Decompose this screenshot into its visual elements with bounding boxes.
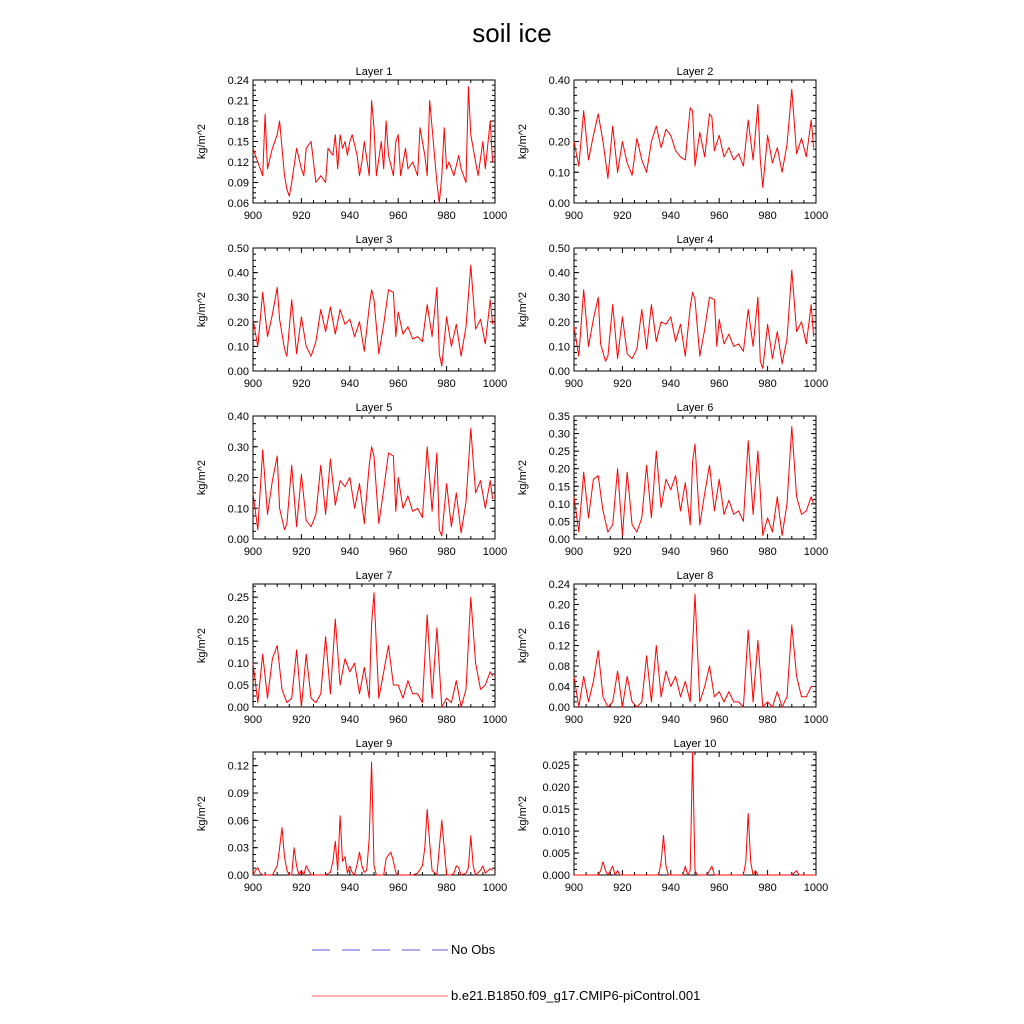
panel-10-ytick-label: 0.015 xyxy=(542,804,570,817)
panel-4-title: Layer 4 xyxy=(676,234,714,246)
panel-6-xtick-label: 980 xyxy=(758,546,777,558)
panel-8-ytick-label: 0.16 xyxy=(548,620,570,632)
panel-10-ytick-label: 0.000 xyxy=(542,870,570,882)
panel-10 xyxy=(517,738,828,894)
panel-3-xtick-label: 980 xyxy=(437,378,456,390)
panel-1-ytick-label: 0.12 xyxy=(227,157,249,169)
panel-6-xtick-label: 1000 xyxy=(803,546,829,558)
panel-3-ytick-label: 0.50 xyxy=(227,243,249,255)
panel-1-ytick-label: 0.24 xyxy=(227,75,249,87)
panel-10-series-line xyxy=(574,752,816,875)
panel-10-ylabel: kg/m^2 xyxy=(517,795,529,832)
panel-1 xyxy=(196,66,507,222)
panel-4-ytick-label: 0.50 xyxy=(548,243,570,255)
panel-9-xtick-label: 980 xyxy=(437,882,456,894)
panel-2-xtick-label: 900 xyxy=(564,210,584,222)
panel-4-frame xyxy=(574,248,816,371)
panel-8 xyxy=(517,570,828,726)
panel-7 xyxy=(196,570,507,726)
panel-5-xtick-label: 960 xyxy=(389,546,408,558)
panel-7-xtick-label: 900 xyxy=(243,714,263,726)
panel-1-series-line xyxy=(253,87,493,203)
panel-2-frame xyxy=(574,80,816,203)
panel-1-xtick-label: 1000 xyxy=(482,210,508,222)
panel-5-ytick-label: 0.30 xyxy=(227,441,249,454)
panel-4-ylabel: kg/m^2 xyxy=(517,291,529,328)
panel-3 xyxy=(196,234,507,390)
panel-7-xtick-label: 1000 xyxy=(482,714,508,726)
panel-1-ytick-label: 0.15 xyxy=(227,136,249,149)
panel-9-xtick-label: 920 xyxy=(292,882,311,894)
panel-3-series-line xyxy=(253,265,493,366)
panel-6-ytick-label: 0.05 xyxy=(548,516,570,529)
panel-9-title: Layer 9 xyxy=(355,738,393,750)
panel-5-xtick-label: 940 xyxy=(340,546,359,558)
panel-9-ytick-label: 0.12 xyxy=(227,760,249,773)
panel-7-ytick-label: 0.10 xyxy=(227,658,249,671)
panel-5-ytick-label: 0.00 xyxy=(227,534,249,546)
legend xyxy=(312,942,700,1003)
panel-7-ytick-label: 0.15 xyxy=(227,636,249,649)
panel-1-frame xyxy=(253,80,495,203)
panel-7-ytick-label: 0.05 xyxy=(227,680,249,693)
panel-9-xtick-label: 900 xyxy=(243,882,263,894)
panel-6-ytick-label: 0.15 xyxy=(548,481,570,494)
panel-10-title: Layer 10 xyxy=(673,738,717,750)
panel-7-xtick-label: 920 xyxy=(292,714,311,726)
panel-10-ytick-label: 0.025 xyxy=(542,760,570,773)
panel-3-frame xyxy=(253,248,495,371)
panel-8-xtick-label: 920 xyxy=(613,714,632,726)
panel-7-ylabel: kg/m^2 xyxy=(196,627,208,664)
panel-6-xtick-label: 940 xyxy=(661,546,680,558)
panel-5-xtick-label: 980 xyxy=(437,546,456,558)
panel-1-title: Layer 1 xyxy=(355,66,393,78)
panel-9-ytick-label: 0.09 xyxy=(227,788,249,800)
panel-3-ytick-label: 0.10 xyxy=(227,341,249,354)
panel-10-xtick-label: 920 xyxy=(613,882,632,894)
panel-3-title: Layer 3 xyxy=(355,234,393,246)
panel-5-ytick-label: 0.40 xyxy=(227,411,249,423)
panel-4-series-line xyxy=(574,270,814,368)
panel-1-xtick-label: 900 xyxy=(243,210,263,222)
panel-6-ytick-label: 0.10 xyxy=(548,498,570,511)
panel-8-title: Layer 8 xyxy=(676,570,714,582)
panel-9-ytick-label: 0.03 xyxy=(227,842,249,855)
panel-8-series-line xyxy=(574,594,814,707)
panel-3-xtick-label: 940 xyxy=(340,378,359,390)
panel-7-xtick-label: 940 xyxy=(340,714,359,726)
panel-7-xtick-label: 980 xyxy=(437,714,456,726)
panel-3-ylabel: kg/m^2 xyxy=(196,291,208,328)
panel-3-xtick-label: 920 xyxy=(292,378,311,390)
panel-9-xtick-label: 1000 xyxy=(482,882,508,894)
panel-4-ytick-label: 0.20 xyxy=(548,316,570,329)
panel-6-title: Layer 6 xyxy=(676,402,714,414)
panel-1-ytick-label: 0.06 xyxy=(227,198,249,210)
panel-9-ytick-label: 0.06 xyxy=(227,815,249,828)
panel-10-xtick-label: 900 xyxy=(564,882,584,894)
panel-1-ytick-label: 0.18 xyxy=(227,116,249,128)
legend-item-model-run xyxy=(312,988,700,1003)
panel-6-xtick-label: 920 xyxy=(613,546,632,558)
panel-2-xtick-label: 980 xyxy=(758,210,777,222)
panel-4-xtick-label: 960 xyxy=(710,378,729,390)
panel-6-ytick-label: 0.35 xyxy=(548,411,570,423)
panel-8-xtick-label: 940 xyxy=(661,714,680,726)
panel-10-xtick-label: 940 xyxy=(661,882,680,894)
panel-3-xtick-label: 1000 xyxy=(482,378,508,390)
panel-5-ytick-label: 0.20 xyxy=(227,472,249,485)
panel-6-ytick-label: 0.00 xyxy=(548,534,570,546)
panel-1-ylabel: kg/m^2 xyxy=(196,123,208,160)
panel-9-ytick-label: 0.00 xyxy=(227,870,249,882)
panel-5-xtick-label: 900 xyxy=(243,546,263,558)
panel-6-ytick-label: 0.25 xyxy=(548,446,570,459)
panel-4-xtick-label: 940 xyxy=(661,378,680,390)
panel-5-ylabel: kg/m^2 xyxy=(196,459,208,496)
panel-6-xtick-label: 900 xyxy=(564,546,584,558)
panel-1-xtick-label: 960 xyxy=(389,210,408,222)
panel-1-ytick-label: 0.21 xyxy=(227,95,249,108)
panel-5-xtick-label: 1000 xyxy=(482,546,508,558)
panel-2 xyxy=(517,66,828,222)
panel-2-ytick-label: 0.00 xyxy=(548,198,570,210)
panel-5-title: Layer 5 xyxy=(355,402,393,414)
panel-10-xtick-label: 980 xyxy=(758,882,777,894)
panel-2-ylabel: kg/m^2 xyxy=(517,123,529,160)
panel-8-xtick-label: 900 xyxy=(564,714,584,726)
panel-3-xtick-label: 900 xyxy=(243,378,263,390)
panel-8-ytick-label: 0.12 xyxy=(548,640,570,653)
panel-10-ytick-label: 0.005 xyxy=(542,848,570,861)
panel-7-ytick-label: 0.25 xyxy=(227,592,249,605)
panel-4-ytick-label: 0.00 xyxy=(548,366,570,378)
panel-8-ytick-label: 0.20 xyxy=(548,599,570,612)
panel-7-xtick-label: 960 xyxy=(389,714,408,726)
panel-8-ytick-label: 0.04 xyxy=(548,681,570,694)
panel-6-ytick-label: 0.30 xyxy=(548,428,570,441)
panel-8-ylabel: kg/m^2 xyxy=(517,627,529,664)
legend-label-model-run: b.e21.B1850.f09_g17.CMIP6-piControl.001 xyxy=(451,988,701,1003)
panel-1-ytick-label: 0.09 xyxy=(227,177,249,190)
panel-8-xtick-label: 1000 xyxy=(803,714,829,726)
panel-7-ytick-label: 0.00 xyxy=(227,702,249,714)
panel-2-xtick-label: 920 xyxy=(613,210,632,222)
panel-5-frame xyxy=(253,416,495,539)
panel-2-xtick-label: 1000 xyxy=(803,210,829,222)
panel-9 xyxy=(196,738,507,894)
panel-6-ylabel: kg/m^2 xyxy=(517,459,529,496)
panel-2-ytick-label: 0.10 xyxy=(548,167,570,180)
legend-item-no-obs xyxy=(312,942,496,957)
panel-4 xyxy=(517,234,828,390)
panel-2-ytick-label: 0.40 xyxy=(548,75,570,87)
panel-4-xtick-label: 900 xyxy=(564,378,584,390)
panel-6-frame xyxy=(574,416,816,539)
figure-title: soil ice xyxy=(472,18,552,48)
panel-7-title: Layer 7 xyxy=(355,570,393,582)
panel-2-title: Layer 2 xyxy=(676,66,714,78)
panel-3-ytick-label: 0.00 xyxy=(227,366,249,378)
panel-8-ytick-label: 0.00 xyxy=(548,702,570,714)
panel-6 xyxy=(517,402,828,558)
panel-1-xtick-label: 920 xyxy=(292,210,311,222)
panel-4-xtick-label: 980 xyxy=(758,378,777,390)
panel-6-series-line xyxy=(574,427,814,536)
panel-3-xtick-label: 960 xyxy=(389,378,408,390)
panel-10-xtick-label: 960 xyxy=(710,882,729,894)
panel-6-xtick-label: 960 xyxy=(710,546,729,558)
panel-2-xtick-label: 940 xyxy=(661,210,680,222)
panel-7-ytick-label: 0.20 xyxy=(227,614,249,627)
panel-9-ylabel: kg/m^2 xyxy=(196,795,208,832)
panel-3-ytick-label: 0.40 xyxy=(227,267,249,280)
panel-10-xtick-label: 1000 xyxy=(803,882,829,894)
panel-10-ytick-label: 0.010 xyxy=(542,826,570,839)
panel-2-ytick-label: 0.30 xyxy=(548,105,570,118)
panel-9-xtick-label: 960 xyxy=(389,882,408,894)
panel-4-xtick-label: 1000 xyxy=(803,378,829,390)
panel-8-xtick-label: 960 xyxy=(710,714,729,726)
panel-1-xtick-label: 980 xyxy=(437,210,456,222)
panel-2-series-line xyxy=(574,89,814,187)
panel-8-xtick-label: 980 xyxy=(758,714,777,726)
panel-3-ytick-label: 0.30 xyxy=(227,292,249,305)
panel-2-ytick-label: 0.20 xyxy=(548,136,570,149)
panel-5-series-line xyxy=(253,428,493,536)
panel-7-series-line xyxy=(253,593,493,707)
panels xyxy=(196,66,828,894)
panel-5 xyxy=(196,402,507,558)
panel-10-ytick-label: 0.020 xyxy=(542,782,570,795)
panel-9-series-line xyxy=(253,762,493,875)
panel-4-xtick-label: 920 xyxy=(613,378,632,390)
panel-1-xtick-label: 940 xyxy=(340,210,359,222)
panel-5-ytick-label: 0.10 xyxy=(227,503,249,516)
panel-2-xtick-label: 960 xyxy=(710,210,729,222)
panel-4-ytick-label: 0.30 xyxy=(548,292,570,305)
panel-8-ytick-label: 0.08 xyxy=(548,661,570,673)
panel-5-xtick-label: 920 xyxy=(292,546,311,558)
panel-4-ytick-label: 0.40 xyxy=(548,267,570,280)
panel-4-ytick-label: 0.10 xyxy=(548,341,570,354)
panel-3-ytick-label: 0.20 xyxy=(227,316,249,329)
panel-8-ytick-label: 0.24 xyxy=(548,579,570,591)
panel-6-ytick-label: 0.20 xyxy=(548,463,570,476)
legend-label-no-obs: No Obs xyxy=(451,942,496,957)
panel-9-xtick-label: 940 xyxy=(340,882,359,894)
